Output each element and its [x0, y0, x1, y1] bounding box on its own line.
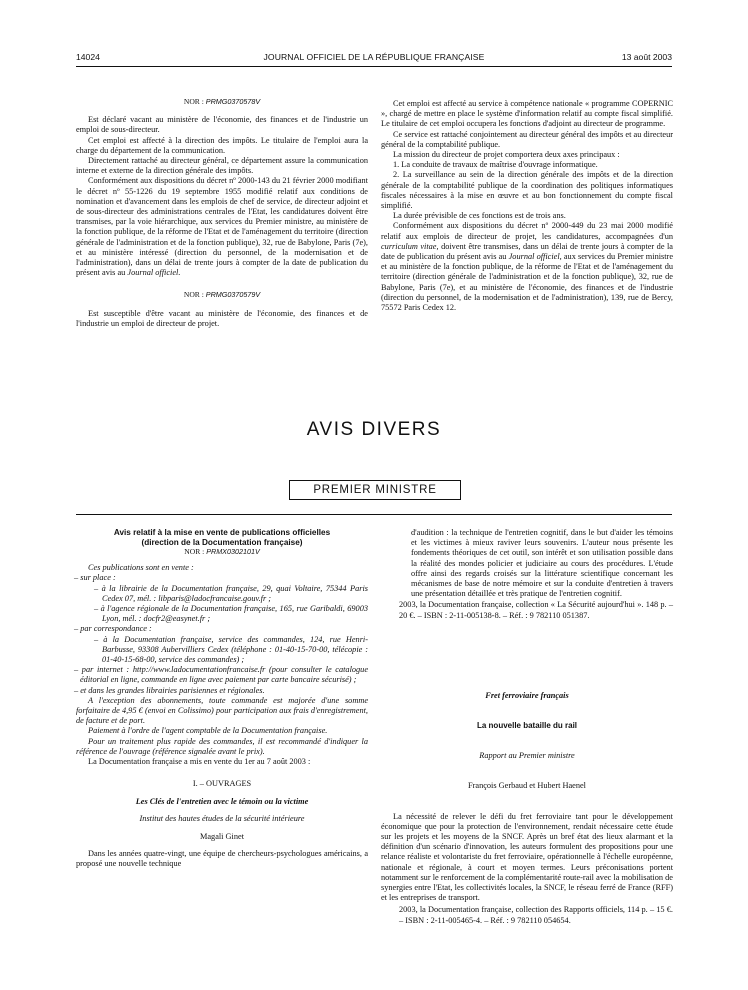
work-title: Les Clés de l'entretien avec le témoin ou la victime — [135, 797, 309, 807]
nor-reference-3: NOR : PRMX0302101V — [184, 547, 260, 556]
publications-mise-en-vente: La Documentation française a mis en vente du 1er au 7 août 2003 : — [88, 757, 311, 767]
sales-point-item: – à l'agence régionale de la Documentation française, 165, rue Garibaldi, 69003 Lyon, mél. : docfr2@easynet.fr ; — [94, 604, 368, 624]
fret-series: Fret ferroviaire français — [485, 690, 569, 700]
issue-date: 13 août 2003 — [621, 52, 672, 62]
publications-abonnements: A l'exception des abonnements, toute commande est majorée d'une somme forfaitaire de 4,95 € (envoi en Colissimo) pour participation aux frais d'enregistrement, de facture et de port. — [76, 695, 368, 726]
fret-authors: François Gerbaud et Hubert Haenel — [468, 781, 586, 791]
page-header — [76, 51, 672, 65]
notice2-paragraph-5: La durée prévisible de ces fonctions est de trois ans. — [393, 211, 566, 221]
column-top-left — [76, 97, 368, 329]
publications-title: Avis relatif à la mise en vente de publications officielles (direction de la Documentation française) — [113, 528, 331, 547]
notice2-paragraph-4: La mission du directeur de projet comportera deux axes principaux : — [393, 150, 620, 160]
section-heading-ouvrages: I. – OUVRAGES — [192, 779, 252, 789]
notice1-paragraph-1: Est déclaré vacant au ministère de l'économie, des finances et de l'industrie un emploi de sous-directeur. — [76, 115, 368, 135]
sales-points-list — [76, 573, 368, 695]
nor-reference-2: NOR : PRMG0370579V — [183, 290, 261, 300]
section-rule — [76, 514, 672, 515]
fret-description: La nécessité de relever le défi du fret ferroviaire tant pour le développement économique que pour la protection de l'environnement, rendait nécessaire cette étude sur les projets et les moyens de la SNCF. Après un bref état des lieux alarmant et la définition d'un scénario d'innovation, les auteurs formulent des propositions pour une relance réaliste et volontariste du fret ferroviaire, opérationnelle à l'échelle européenne, nationale et régionale, à court et moyen termes. Leurs préconisations portent notamment sur le renforcement de la complémentarité route-rail avec la mobilisation de synergies entre l'Etat, les collectivités locales, la SNCF, le réseau ferré de France (RFF) et les entreprises de transport. — [381, 811, 673, 903]
sales-point-item: – par internet : http://www.ladocumentationfrancaise.fr (pour consulter le catalogue éditorial en ligne, commande en ligne avec paiement par carte bancaire sécurisé) ; — [74, 665, 368, 685]
nor-reference-1: NOR : PRMG0370578V — [183, 97, 261, 106]
column-bottom-left — [76, 528, 368, 869]
column-top-right — [381, 99, 673, 313]
notice1-paragraph-2: Cet emploi est affecté à la direction des impôts. Le titulaire de l'emploi aura la charge du département de la communication. — [76, 135, 368, 155]
work-institute: Institut des hautes études de la sécurité intérieure — [139, 813, 305, 823]
fret-reference: 2003, la Documentation française, collection des Rapports officiels, 114 p. – 15 €. – ISBN : 2-11-005465-4. – Réf. : 9 782110 054654. — [399, 905, 673, 925]
notice1-paragraph-3: Directement rattaché au directeur général, ce département assure la communication interne et externe de la direction générale des impôts. — [76, 156, 368, 176]
notice2-paragraph-6: Conformément aux dispositions du décret nº 2000-449 du 23 mai 2000 modifié relatif aux emplois de directeur de projet, les candidatures, accompagnées d'un curriculum vitae, doivent être transmises, dans un délai de trente jours à compter de la date de publication du présent avis au Journal officiel, aux services du Premier ministre et au ministère de la fonction publique, de la réforme de l'Etat et de l'aménagement du territoire (direction générale de l'administration et de la fonction publique), 32, rue de Babylone, Paris (7e), et au ministère de l'économie, des finances et de l'industrie (direction du personnel, de la modernisation et de l'administration), 139, rue de Bercy, 75572 Paris Cedex 12. — [381, 221, 673, 313]
notice2-paragraph-1: Est susceptible d'être vacant au ministère de l'économie, des finances et de l'industrie un emploi de directeur de projet. — [76, 308, 368, 328]
notice2-paragraph-2: Cet emploi est affecté au service à compétence nationale « programme COPERNIC », chargé de mettre en place le système d'information relatif au compte fiscal simplifié. Le titulaire de cet emploi occupera les fonctions d'adjoint au directeur de programme. — [381, 99, 673, 129]
sales-point-item: – à la Documentation française, service des commandes, 124, rue Henri-Barbusse, 93308 Aubervilliers Cedex (téléphone : 01-40-15-70-00, télécopie : 01-40-15-68-00, service des commandes) ; — [94, 634, 368, 665]
notice2-paragraph-3: Ce service est rattaché conjointement au directeur général des impôts et au directeur général de la comptabilité publique. — [381, 129, 673, 149]
publications-paiement: Paiement à l'ordre de l'agent comptable de la Documentation française. — [88, 726, 328, 736]
work-author: Magali Ginet — [199, 831, 244, 841]
sales-point-item: – à la librairie de la Documentation française, 29, quai Voltaire, 75344 Paris Cedex 07, mél. : libparis@ladocfrancaise.gouv.fr ; — [94, 583, 368, 603]
mission-item-1: 1. La conduite de travaux de maîtrise d'ouvrage informatique. — [393, 160, 598, 170]
journal-title: JOURNAL OFFICIEL DE LA RÉPUBLIQUE FRANÇAISE — [263, 52, 485, 62]
work-description-cont: d'audition : la technique de l'entretien cognitif, dans le but d'aider les témoins et les victimes à mieux raviver leurs souvenirs. L'auteur nous présente les fondements théoriques de cet outil, son intérêt et son utilisation possible dans la réalité des mondes policier et judiciaire au cours des procédures. L'étude offre ainsi des regards croisés sur la littérature scientifique concernant les mécanismes de base de notre mémoire et sur la conduite d'entretien à travers une présentation détaillée et très pratique de l'entretien cognitif. — [411, 528, 673, 599]
work-description-start: Dans les années quatre-vingt, une équipe de chercheurs-psychologues américains, a proposé une nouvelle technique — [76, 849, 368, 869]
publications-traitement: Pour un traitement plus rapide des commandes, il est recommandé d'indiquer la référence de l'ouvrage (référence signalée avant le prix). — [76, 736, 368, 756]
fret-subtitle: Rapport au Premier ministre — [479, 751, 575, 761]
fret-title: La nouvelle bataille du rail — [476, 721, 578, 731]
sales-point-item: – et dans les grandes librairies parisiennes et régionales. — [74, 685, 265, 695]
sales-point-item: – sur place : — [74, 573, 116, 583]
mission-item-2: 2. La surveillance au sein de la direction générale des impôts et de la direction générale de la comptabilité publique de la coordination des politiques informatiques fiscales nécessaires à la mise en œuvre et au bon fonctionnement du compte fiscal simplifié. — [381, 170, 673, 211]
notice1-paragraph-4: Conformément aux dispositions du décret nº 2000-143 du 21 février 2000 modifiant le décret nº 55-1226 du 19 septembre 1955 modifié relatif aux conditions de nomination et d'avancement dans les emplois de chef de service, de directeur adjoint et de sous-directeur des administrations centrales de l'Etat, les candidatures doivent être transmises, par la voie hiérarchique, aux services du Premier ministre, au ministère de la fonction publique, de la réforme de l'Etat et de l'aménagement du territoire (direction générale de l'administration et de la fonction publique), 32, rue de Babylone, Paris (7e), et au ministère intéressé (direction du personnel, de la modernisation et de l'administration), dans un délai de trente jours à compter de la date de publication du présent avis au Journal officiel. — [76, 176, 368, 278]
section-title-avis-divers: AVIS DIVERS — [306, 419, 442, 440]
header-rule — [76, 66, 672, 67]
sales-point-item: – par correspondance : — [74, 624, 152, 634]
publications-intro: Ces publications sont en vente : — [88, 563, 194, 573]
page-number: 14024 — [76, 52, 100, 62]
work-reference: 2003, la Documentation française, collection « La Sécurité aujourd'hui ». 148 p. – 20 €. – ISBN : 2-11-005138-8. – Réf. : 9 782110 051387. — [399, 600, 673, 620]
column-bottom-right — [381, 528, 673, 926]
ministry-box: PREMIER MINISTRE — [289, 480, 461, 500]
